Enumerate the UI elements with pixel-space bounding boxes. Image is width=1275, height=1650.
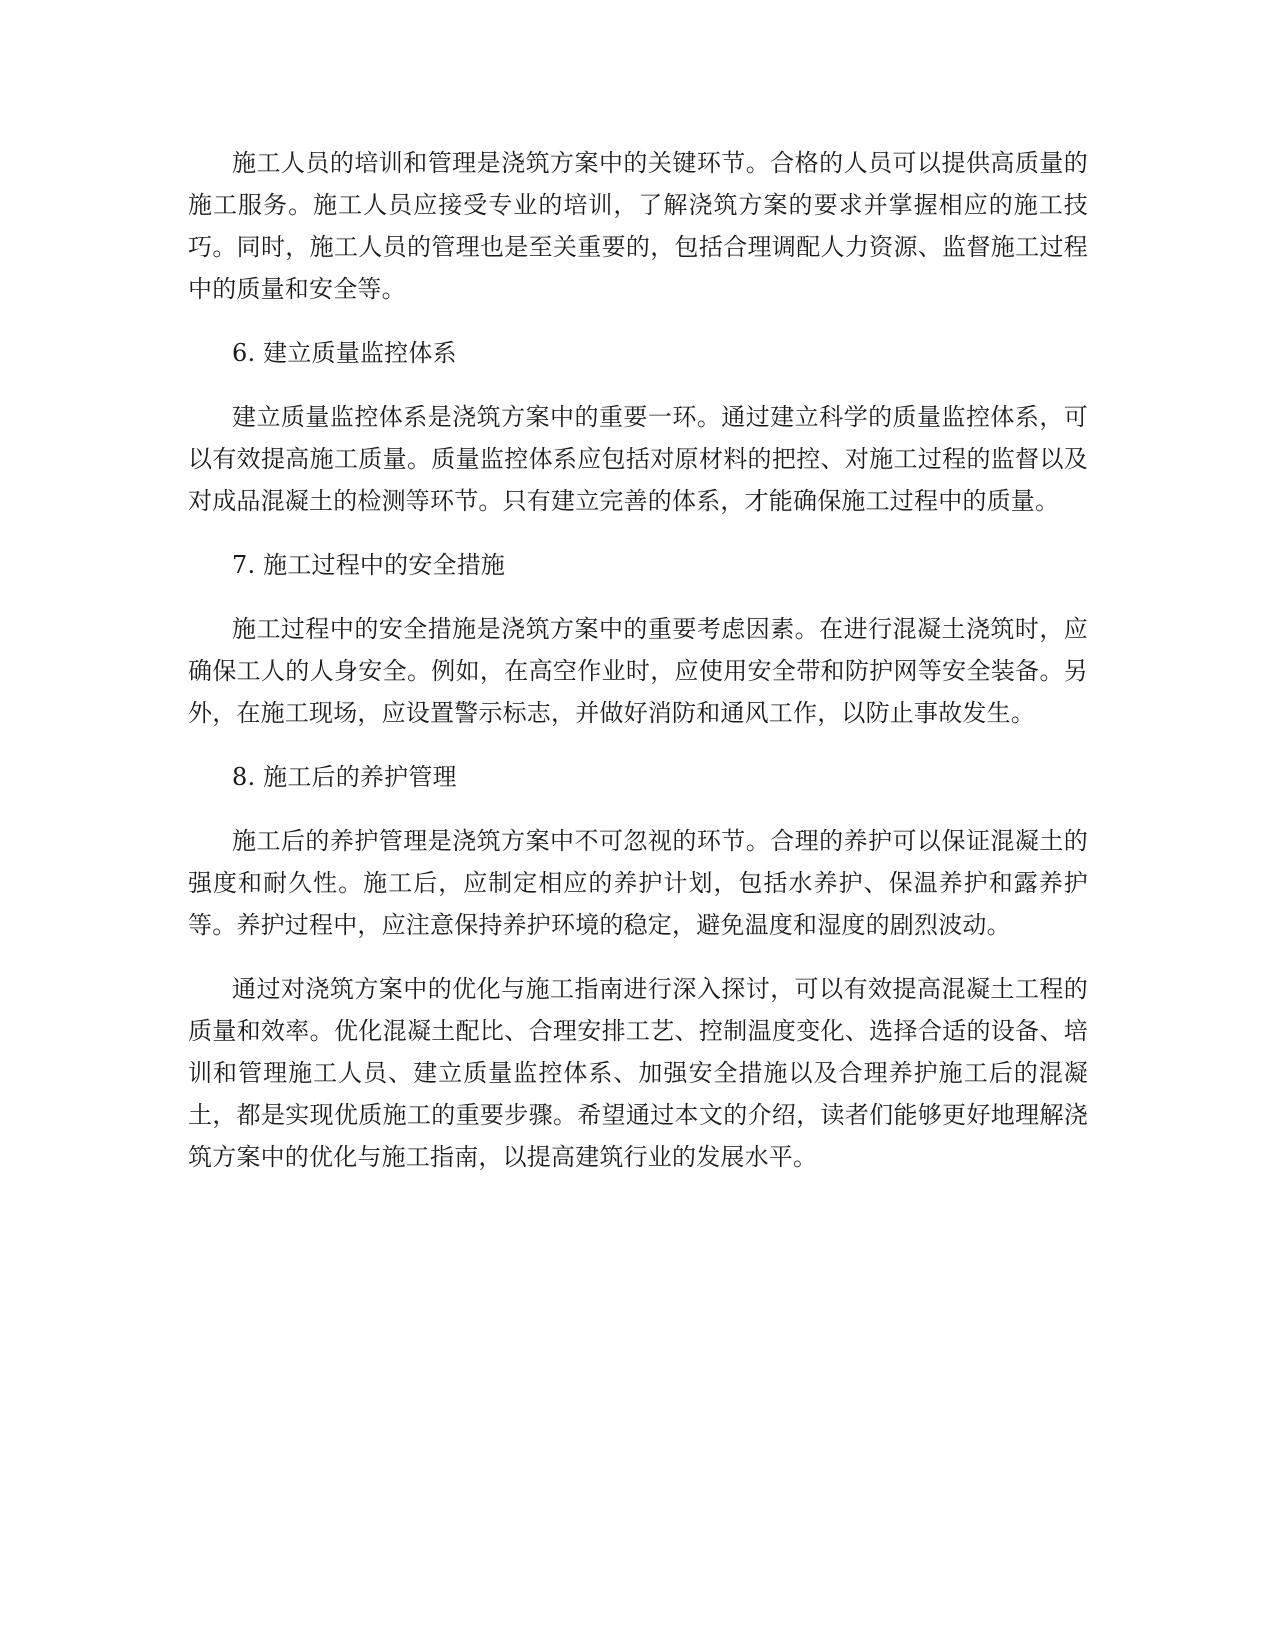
- paragraph-curing-management: 施工后的养护管理是浇筑方案中不可忽视的环节。合理的养护可以保证混凝土的强度和耐久性。施工后，应制定相应的养护计划，包括水养护、保温养护和露养护等。养护过程中，应注意保持养护环境的稳定，避免温度和湿度的剧烈波动。: [188, 827, 1088, 939]
- paragraph-conclusion: 通过对浇筑方案中的优化与施工指南进行深入探讨，可以有效提高混凝土工程的质量和效率。优化混凝土配比、合理安排工艺、控制温度变化、选择合适的设备、培训和管理施工人员、建立质量监控体系、加强安全措施以及合理养护施工后的混凝土，都是实现优质施工的重要步骤。希望通过本文的介绍，读者们能够更好地理解浇筑方案中的优化与施工指南，以提高建筑行业的发展水平。: [188, 975, 1088, 1171]
- paragraph-safety-measures: 施工过程中的安全措施是浇筑方案中的重要考虑因素。在进行混凝土浇筑时，应确保工人的人身安全。例如，在高空作业时，应使用安全带和防护网等安全装备。另外，在施工现场，应设置警示标志，并做好消防和通风工作，以防止事故发生。: [188, 615, 1088, 727]
- document-page: [188, 142, 1088, 1200]
- paragraph-quality-monitoring: 建立质量监控体系是浇筑方案中的重要一环。通过建立科学的质量监控体系，可以有效提高施工质量。质量监控体系应包括对原材料的把控、对施工过程的监督以及对成品混凝土的检测等环节。只有建立完善的体系，才能确保施工过程中的质量。: [188, 403, 1088, 515]
- paragraph-personnel-training: 施工人员的培训和管理是浇筑方案中的关键环节。合格的人员可以提供高质量的施工服务。施工人员应接受专业的培训，了解浇筑方案的要求并掌握相应的施工技巧。同时，施工人员的管理也是至关重要的，包括合理调配人力资源、监督施工过程中的质量和安全等。: [188, 149, 1088, 303]
- section-heading-7: 7. 施工过程中的安全措施: [232, 551, 506, 579]
- section-heading-8: 8. 施工后的养护管理: [232, 763, 457, 791]
- section-heading-6: 6. 建立质量监控体系: [232, 339, 457, 367]
